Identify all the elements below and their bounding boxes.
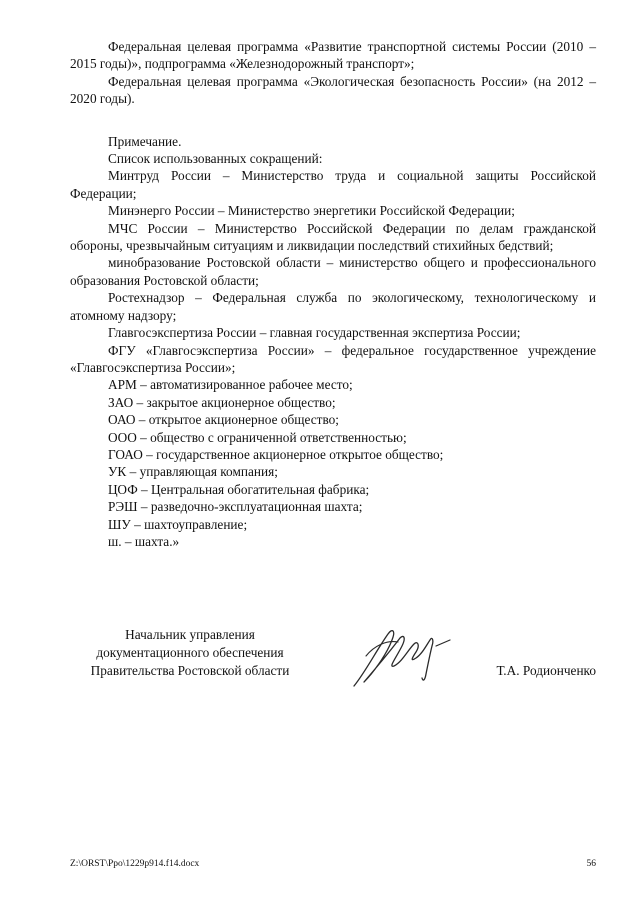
abbreviation-item: МЧС России – Министерство Российской Федерации по делам гражданской обороны, чрезвычайным ситуациям и ликвидации последствий стихийных бедствий;	[70, 220, 596, 254]
signatory-position-line: Правительства Ростовской области	[90, 663, 290, 678]
abbreviation-item: ш. – шахта.»	[108, 533, 180, 549]
paragraph-gap	[70, 108, 596, 133]
footer-file-path: Z:\ORST\Ppo\1229p914.f14.docx	[70, 859, 200, 869]
abbreviation-item: ЗАО – закрытое акционерное общество;	[108, 394, 336, 410]
abbreviations-list-title: Список использованных сокращений:	[108, 151, 323, 167]
note-title: Примечание.	[108, 133, 182, 149]
abbreviation-item: минобразование Ростовской области – министерство общего и профессионального образования Ростовской области;	[70, 255, 596, 288]
signatory-position	[70, 626, 310, 680]
document-body	[70, 38, 596, 550]
abbreviation-item: ШУ – шахтоуправление;	[108, 516, 248, 532]
abbreviation-item: УК – управляющая компания;	[108, 464, 278, 480]
abbreviation-item: Минэнерго России – Министерство энергетики Российской Федерации;	[108, 203, 515, 219]
abbreviation-item: РЭШ – разведочно-эксплуатационная шахта;	[108, 499, 363, 515]
signatory-position-line: документационного обеспечения	[96, 645, 284, 660]
abbreviation-item: ФГУ «Главгосэкспертиза России» – федеральное государственное учреждение «Главгосэкспертиза России»;	[70, 342, 596, 375]
handwritten-signature	[336, 616, 456, 700]
abbreviation-item: ОАО – открытое акционерное общество;	[108, 412, 339, 428]
abbreviation-item: Минтруд России – Министерство труда и социальной защиты Российской Федерации;	[70, 168, 596, 201]
abbreviation-item: ООО – общество с ограниченной ответственностью;	[108, 429, 407, 445]
page-number: 56	[586, 859, 596, 869]
abbreviation-item: ГОАО – государственное акционерное открытое общество;	[108, 446, 444, 462]
signatory-name: Т.А. Родионченко	[496, 663, 596, 678]
program-paragraph: Федеральная целевая программа «Развитие транспортной системы России (2010 – 2015 годы)», подпрограмма «Железнодорожный транспорт»;	[70, 39, 596, 72]
program-paragraph: Федеральная целевая программа «Экологическая безопасность России» (на 2012 – 2020 годы).	[70, 73, 596, 107]
abbreviation-item: Ростехнадзор – Федеральная служба по экологическому, технологическому и атомному надзору;	[70, 290, 596, 323]
signatory-position-line: Начальник управления	[125, 627, 255, 642]
abbreviation-item: АРМ – автоматизированное рабочее место;	[108, 377, 353, 393]
abbreviation-item: ЦОФ – Центральная обогатительная фабрика;	[108, 481, 370, 497]
abbreviation-item: Главгосэкспертиза России – главная государственная экспертиза России;	[108, 325, 521, 341]
